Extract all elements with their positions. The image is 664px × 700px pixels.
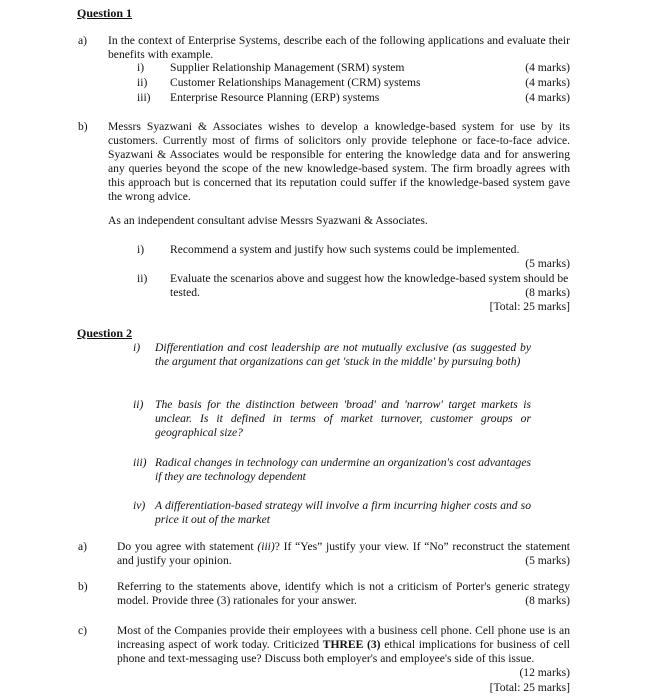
q1-b-instruction: As an independent consultant advise Messrs Syazwani & Associates. [108, 214, 428, 227]
q2-c-text-post: ethical implications for business of cell phone and text-messaging use? Discuss both employer's and employee's side of this issue. [117, 638, 570, 665]
q1-a-text: In the context of Enterprise Systems, describe each of the following applications and evaluate their benefits with example. [108, 34, 570, 61]
q2-total: [Total: 25 marks] [489, 681, 570, 694]
q2-c-text-pre: Most of the Companies provide their employees with a business cell phone. Cell phone use is an increasing aspect of work today. Criticized [117, 624, 570, 651]
q1-b-item-2-marks: (8 marks) [525, 286, 570, 299]
q2-c-text-bold: THREE (3) [322, 638, 381, 651]
q1-a-item-2-marks: (4 marks) [525, 76, 570, 89]
q1-a-item-2-text: Customer Relationships Management (CRM) systems [170, 76, 421, 89]
q2-c-text [117, 624, 570, 666]
q2-a-text-post: ? If “Yes” justify your view. If “No” reconstruct the statement and justify your opinion. [117, 540, 570, 567]
q2-statement-1-text: Differentiation and cost leadership are not mutually exclusive (as suggested by the argument that organizations can get 'stuck in the middle' by pursuing both) [155, 341, 531, 368]
q1-b-item-1-num: i) [137, 243, 145, 256]
q2-statement-4-num: iv) [133, 499, 146, 512]
q2-statement-3-num: iii) [133, 456, 147, 469]
q1-a-item-3-text: Enterprise Resource Planning (ERP) systems [170, 91, 380, 104]
q2-statement-3-text: Radical changes in technology can undermine an organization's cost advantages if they are technology dependent [155, 456, 531, 483]
q1-a-label: a) [78, 34, 88, 47]
q1-a-item-1-marks: (4 marks) [525, 61, 570, 74]
q1-b-item-1-marks: (5 marks) [525, 257, 570, 270]
q1-b-item-2 [137, 272, 570, 302]
q2-statement-2-text: The basis for the distinction between 'broad' and 'narrow' target markets is unclear. Is it defined in terms of market turnover, customer groups or geographical size? [155, 398, 531, 439]
q2-c-label: c) [78, 624, 88, 637]
q2-a-text-ref: (iii) [257, 540, 275, 553]
q2-statement-2-num: ii) [133, 398, 144, 411]
q2-b-text: Referring to the statements above, identify which is not a criticism of Porter's generic strategy model. Provide three (3) rationales for your answer. [117, 580, 570, 607]
q1-a-item-2-num: ii) [137, 76, 148, 89]
q1-b-item-1-text: Recommend a system and justify how such systems could be implemented. [170, 243, 520, 256]
q1-b-item-2-num: ii) [137, 272, 148, 285]
question-1-title: Question 1 [77, 6, 133, 20]
q1-a-item-1-text: Supplier Relationship Management (SRM) system [170, 61, 405, 74]
q1-a-item-3-num: iii) [137, 91, 151, 104]
q1-a-item-3-marks: (4 marks) [525, 91, 570, 104]
question-2-title: Question 2 [77, 326, 133, 340]
q2-b-marks: (8 marks) [430, 594, 570, 608]
q1-b-label: b) [78, 120, 88, 133]
q2-b-label: b) [78, 580, 88, 593]
q1-b-item-1 [137, 243, 570, 271]
q1-a-item-1-num: i) [137, 61, 145, 74]
q1-b-text: Messrs Syazwani & Associates wishes to develop a knowledge-based system for use by its customers. Currently most of firms of solicitors only provide telephone or face-to-face advice. Syazwani & Associates would be responsible for entering the knowledge data and for answering any queries beyond the scope of the new knowledge-based system. The firm broadly agrees with this approach but is concerned that its reputation could suffer if the knowledge-based system gave the wrong advice. [108, 120, 570, 203]
q2-a-marks: (5 marks) [430, 554, 570, 568]
q1-total: [Total: 25 marks] [489, 300, 570, 313]
q2-statement-1-num: i) [133, 341, 141, 354]
q2-a-label: a) [78, 540, 88, 553]
q1-b-item-2-text: Evaluate the scenarios above and suggest how the knowledge-based system should be tested. [170, 272, 569, 299]
q2-statement-4-text: A differentiation-based strategy will involve a firm incurring higher costs and so price it out of the market [155, 499, 531, 526]
q2-c-marks: (12 marks) [519, 666, 570, 679]
q2-a-text-pre: Do you agree with statement [117, 540, 258, 553]
